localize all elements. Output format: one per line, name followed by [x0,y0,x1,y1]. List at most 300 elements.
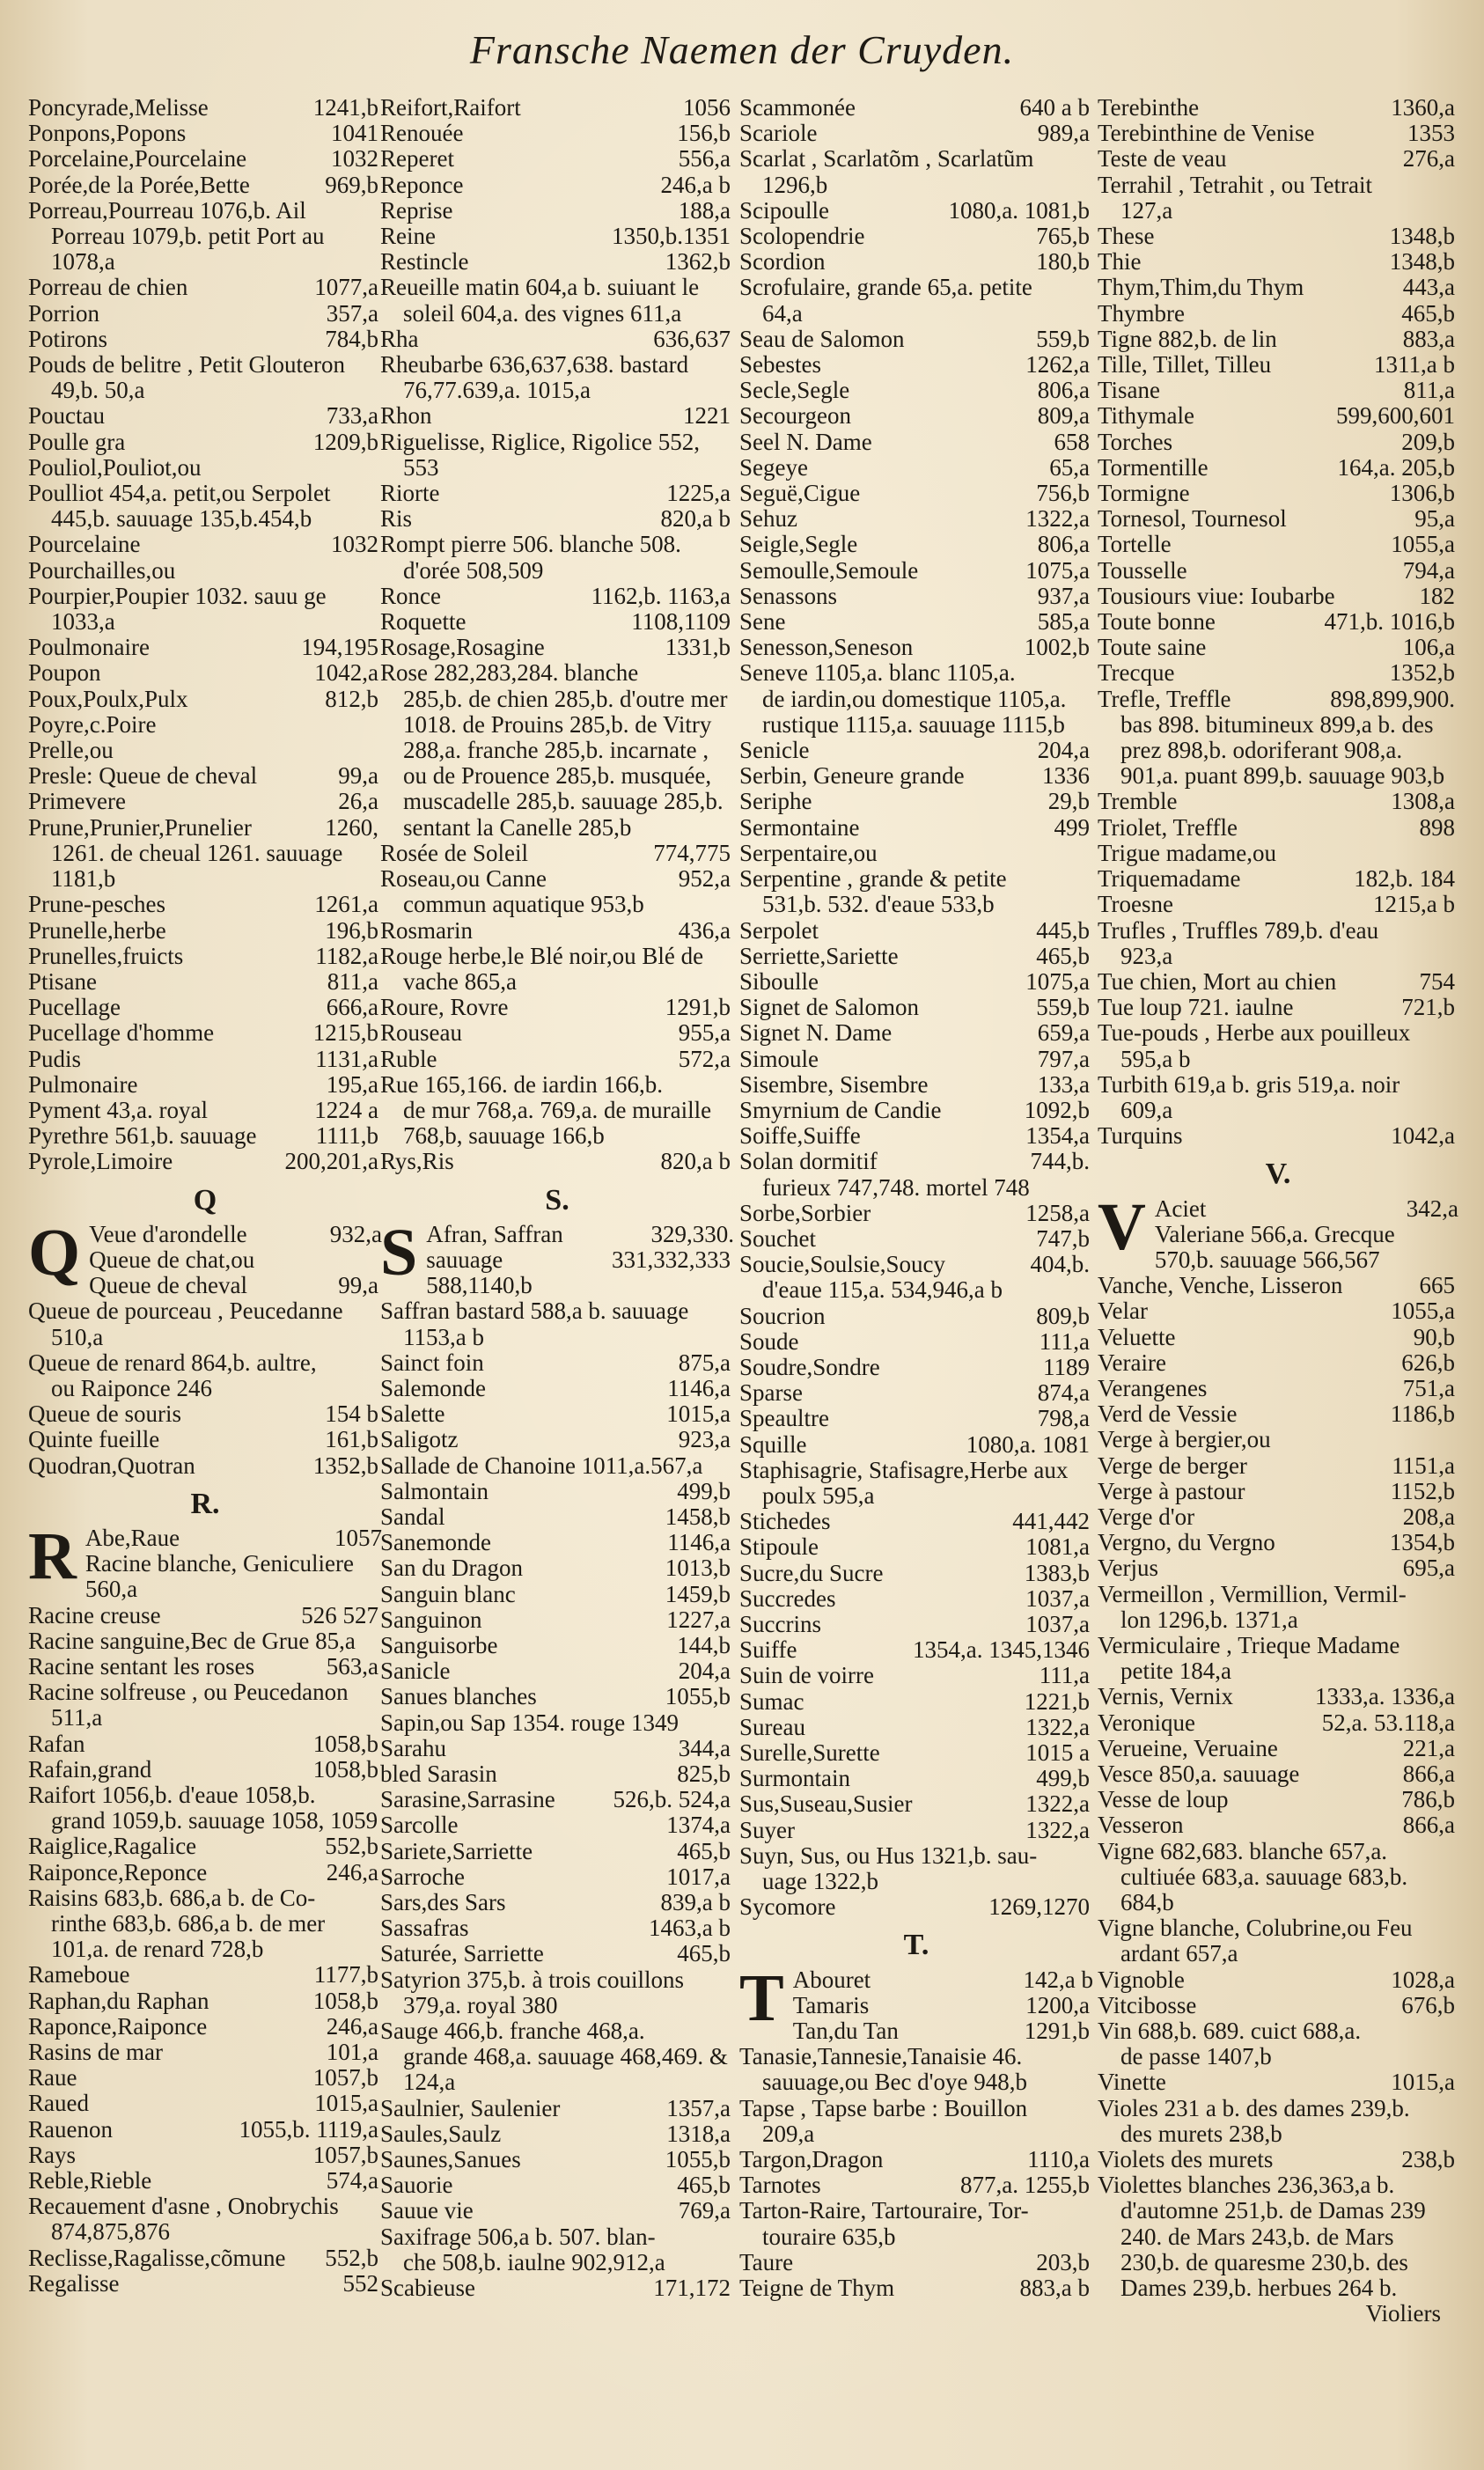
entry-page-ref: 1322,a [1025,1790,1090,1818]
entry-term: Sanguinon [380,1606,482,1633]
index-entry [1098,430,1458,455]
entry-term: Reclisse,Ragalisse,cõmune [28,2244,286,2271]
entry-term: Velar [1098,1297,1148,1325]
index-entry [739,2044,1093,2095]
index-entry [380,121,734,146]
entry-term: Porreau,Pourreau 1076,b. Ail [28,196,306,224]
entry-term: Staphisagrie, Stafisagre,Herbe aux [739,1456,1069,1483]
entry-page-ref: 465,b [1401,299,1455,327]
entry-term: Teste de veau [1098,145,1227,173]
index-entry [739,815,1093,841]
entry-page-ref: 465,b [1036,942,1090,969]
entry-term: Soude [739,1327,799,1355]
index-entry [28,1047,382,1072]
index-entry [28,2143,382,2168]
entry-term: Serpentaire,ou [739,839,878,866]
entry-continuation: d'automne 251,b. de Damas 239 240. de Mars 243,b. de Mars 230,b. de quaresme 230,b. des Dames 239,b. herbues 264 b. [1120,2197,1426,2302]
index-entry [28,532,382,557]
index-entry [1098,558,1458,584]
entry-continuation: ou Raiponce 246 [51,1374,212,1401]
entry-term: Pyment 43,a. royal [28,1096,208,1123]
index-entry [739,2250,1093,2275]
page-title: Fransche Naemen der Cruyden. [469,27,1015,72]
entry-page-ref: 1352,b [1389,659,1455,687]
entry-continuation: cultiuée 683,a. sauuage 683,b. 684,b [1120,1863,1408,1916]
entry-page-ref: 203,b [1036,2248,1090,2275]
index-entry [1098,1993,1458,2018]
entry-continuation: 531,b. 532. d'eaue 533,b [762,891,995,918]
index-entry [380,1812,734,1838]
index-entry [1098,687,1458,790]
entry-term: Roquette [380,608,467,636]
entry-term: Sarahu [380,1734,446,1761]
entry-term: Terebinthine de Venise [1098,120,1315,147]
index-entry [28,198,382,276]
entry-term: Saunes,Sanues [380,2146,521,2173]
entry-term: Suiffe [739,1636,797,1664]
index-entry [1098,584,1458,609]
index-entry [739,609,1093,635]
entry-page-ref: 65,a [1049,453,1090,481]
index-entry [28,1072,382,1098]
index-entry [380,2121,734,2147]
index-column-2 [380,95,734,2301]
index-entry [739,738,1093,763]
index-entry [28,1149,382,1174]
index-entry [739,506,1093,532]
drop-cap: R [28,1518,77,1593]
entry-page-ref: 99,a [338,1272,378,1299]
entry-term: Prune,Prunier,Prunelier [28,813,252,841]
index-column-3 [739,95,1093,2301]
entry-term: Reponce [380,171,464,198]
entry-term: Vergno, du Vergno [1098,1529,1275,1556]
entry-term: Raifort 1056,b. d'eaue 1058,b. [28,1782,316,1808]
entry-term: Raponce,Raiponce [28,2012,208,2040]
entry-term: Porrion [28,299,99,327]
index-entry [739,455,1093,481]
entry-term: Trefle, Treffle [1098,685,1231,712]
index-entry [1098,1123,1458,1149]
entry-term: Reble,Rieble [28,2167,152,2194]
entry-page-ref: 559,b [1036,325,1090,352]
entry-term: Tousiours viue: Ioubarbe [1098,582,1335,609]
index-entry [1098,352,1458,378]
index-entry [380,327,734,352]
entry-term: Poulliot 454,a. petit,ou Serpolet [28,480,331,507]
index-entry [1098,969,1458,995]
entry-term: Speaultre [739,1405,829,1432]
index-entry [28,2117,382,2143]
entry-page-ref: 194,195 [301,634,378,661]
entry-page-ref: 825,b [677,1761,731,1787]
entry-term: Thie [1098,248,1142,276]
entry-term: Senicle [739,737,810,764]
entry-term: Presle: Queue de cheval [28,762,258,790]
entry-page-ref: 1013,b [665,1555,731,1582]
index-entry [28,403,382,429]
index-entry [739,558,1093,584]
index-entry [739,1740,1093,1766]
entry-continuation: 874,875,876 [51,2218,170,2246]
entry-term: Saxifrage 506,a b. 507. blan- [380,2223,656,2250]
entry-page-ref: 666,a [326,994,378,1021]
index-entry [1098,815,1458,841]
entry-term: Tamaris [792,1991,870,2018]
entry-page-ref: 1057 [334,1524,382,1551]
entry-term: Vignoble [1098,1966,1185,1993]
entry-page-ref: 99,a [338,762,378,790]
entry-page-ref: 1209,b [312,428,378,455]
entry-page-ref: 1028,a [1391,1966,1455,1993]
entry-term: Salmontain [380,1477,489,1504]
entry-term: Turbith 619,a b. gris 519,a. noir [1098,1070,1400,1098]
entry-page-ref: 1081,a [1025,1533,1090,1561]
index-entry [28,1247,382,1273]
entry-page-ref: 883,a [1402,325,1455,352]
index-entry [380,1427,734,1452]
index-entry [739,1586,1093,1612]
entry-page-ref: 1261,a [314,891,378,918]
entry-term: Rouseau [380,1019,462,1047]
entry-term: Seriphe [739,788,812,815]
index-entry [28,173,382,198]
entry-term: Sureau [739,1713,805,1740]
index-entry [380,1633,734,1658]
entry-term: Poux,Poulx,Pulx [28,685,188,712]
entry-term: Reperet [380,145,454,173]
entry-term: Surelle,Surette [739,1739,880,1766]
entry-term: Sanues blanches [380,1683,537,1710]
entry-term: Pyrole,Limoire [28,1148,173,1175]
index-entry [1098,1479,1458,1504]
entry-page-ref: 342,a [1406,1195,1458,1222]
index-entry [739,2198,1093,2249]
entry-page-ref: 182,b. 184 [1354,865,1455,893]
entry-page-ref: 238,b [1401,2146,1455,2173]
index-entry [28,687,382,712]
entry-continuation: de mur 768,a. 769,a. de muraille 768,b, sauuage 166,b [403,1096,712,1150]
entry-page-ref: 658 [1054,428,1090,455]
entry-page-ref: 329,330. [650,1220,734,1247]
entry-term: Primevere [28,788,126,815]
entry-page-ref: 106,a [1402,634,1455,661]
index-entry [380,95,734,121]
entry-term: Verge à bergier,ou [1098,1426,1271,1453]
entry-term: Tue-pouds , Herbe aux pouilleux [1098,1019,1411,1047]
entry-term: Riorte [380,480,440,507]
index-entry [739,224,1093,249]
entry-page-ref: 1058,b [312,1987,378,2014]
index-entry [28,1962,382,1988]
entry-page-ref: 1002,b [1024,634,1090,661]
entry-page-ref: 188,a [678,196,731,224]
entry-term: Porcelaine,Pourcelaine [28,145,247,173]
entry-page-ref: 1348,b [1389,223,1455,250]
entry-term: Scordion [739,248,826,276]
entry-term: Vermeillon , Vermillion, Vermil- [1098,1580,1407,1607]
entry-term: Vesse de loup [1098,1786,1229,1813]
index-entry [28,1350,382,1401]
entry-term: Veluette [1098,1323,1176,1350]
entry-page-ref: 809,b [1036,1302,1090,1329]
entry-page-ref: 695,a [1402,1555,1455,1582]
entry-term: Prunelle,herbe [28,916,166,944]
entry-page-ref: 1015,a [666,1400,731,1428]
index-entry [380,1401,734,1427]
entry-term: Reifort,Raifort [380,94,521,121]
entry-page-ref: 180,b [1036,248,1090,276]
entry-page-ref: 1463,a b [649,1915,731,1942]
entry-page-ref: 806,a [1037,531,1090,558]
entry-term: Sumac [739,1687,804,1715]
entry-page-ref: 806,a [1037,377,1090,404]
entry-term: Queue de cheval [89,1272,248,1299]
index-entry [739,1072,1093,1098]
entry-page-ref: 559,b [1036,994,1090,1021]
entry-page-ref: 196,b [325,916,378,944]
entry-term: Surmontain [739,1765,850,1792]
entry-page-ref: 246,a [326,1858,378,1886]
entry-page-ref: 499 [1054,813,1090,841]
section-heading-s: S. [545,1183,569,1217]
index-entry [1098,635,1458,660]
index-entry [28,1783,382,1834]
entry-term: Signet de Salomon [739,994,919,1021]
index-entry [380,635,734,660]
entry-term: Veronique [1098,1709,1195,1736]
index-entry [739,198,1093,224]
index-entry [739,1252,1093,1303]
entry-continuation: 510,a [51,1323,104,1350]
entry-term: Rha [380,325,419,352]
index-entry [380,352,734,403]
entry-term: Vinette [1098,2069,1166,2096]
entry-page-ref: 1258,a [1025,1199,1090,1226]
entry-page-ref: 1348,b [1389,248,1455,276]
entry-term: Salette [380,1400,445,1428]
index-entry [28,763,382,789]
entry-page-ref: 1225,a [666,480,731,507]
entry-page-ref: 989,a [1037,120,1090,147]
entry-term: Renouée [380,120,464,147]
entry-term: Soudre,Sondre [739,1353,880,1380]
entry-term: Tousselle [1098,556,1187,584]
entry-term: Rouge herbe,le Blé noir,ou Blé de [380,942,704,969]
entry-page-ref: 599,600,601 [1336,402,1455,430]
entry-term: Scariole [739,120,818,147]
entry-term: Reine [380,223,436,250]
entry-term: Seau de Salomon [739,325,905,352]
index-entry [28,995,382,1020]
index-entry [1098,1072,1458,1123]
index-entry [739,1355,1093,1380]
index-entry [1098,1761,1458,1787]
entry-continuation: 1153,a b [403,1323,484,1350]
entry-term: Poncyrade,Melisse [28,94,209,121]
entry-page-ref: 1055,b [665,1683,731,1710]
index-entry [739,584,1093,609]
entry-page-ref: 955,a [678,1019,731,1047]
entry-page-ref: 1152,b [1390,1477,1455,1504]
entry-term: Verangenes [1098,1374,1208,1401]
entry-page-ref: 90,b [1413,1323,1455,1350]
index-entry [28,944,382,969]
entry-term: Pourcelaine [28,531,141,558]
entry-page-ref: 357,a [326,299,378,327]
entry-page-ref: 1262,a [1025,351,1090,379]
entry-term: Valeriane 566,a. Grecque [1154,1220,1395,1247]
entry-term: Prunelles,fruicts [28,942,184,969]
entry-term: These [1098,223,1155,250]
entry-page-ref: 1110,a [1027,2146,1090,2173]
index-entry [380,430,734,481]
index-entry [1098,2069,1458,2095]
index-entry [380,1787,734,1812]
index-entry [739,1993,1093,2018]
entry-term: Verjus [1098,1555,1158,1582]
index-entry [1098,146,1458,172]
index-entry [1098,1325,1458,1350]
index-entry [28,635,382,660]
entry-term: Raphan,du Raphan [28,1987,209,2014]
entry-page-ref: 443,a [1402,274,1455,301]
index-entry [739,1612,1093,1637]
index-entry [380,224,734,249]
index-entry [739,1020,1093,1046]
entry-term: Sandal [380,1503,445,1530]
section-heading-t: T. [903,1929,929,1962]
index-entry [380,1479,734,1504]
index-entry [1098,1812,1458,1838]
entry-continuation: poulx 595,a [762,1481,875,1509]
entry-page-ref: 1291,b [1024,2018,1090,2045]
entry-term: Racine sanguine,Bec de Grue 85,a [28,1627,356,1654]
index-entry [739,1791,1093,1817]
entry-term: Seigle,Segle [739,531,858,558]
entry-page-ref: 1354,a. 1345,1346 [913,1636,1090,1664]
index-entry [1098,1555,1458,1581]
index-entry [380,146,734,172]
drop-cap: Q [28,1215,81,1290]
entry-term: Riguelisse, Riglice, Rigolice 552, [380,428,700,455]
entry-page-ref: 276,a [1402,145,1455,173]
entry-page-ref: 1362,b [665,248,731,276]
entry-page-ref: 1146,a [667,1529,731,1556]
entry-page-ref: 208,a [1402,1503,1455,1530]
entry-page-ref: 1042,a [314,659,378,687]
entry-term: Raiglice,Ragalice [28,1833,197,1860]
entry-term: Racine sentant les roses [28,1652,255,1680]
entry-term: Roseau,ou Canne [380,865,547,893]
entry-term: Senesson,Seneson [739,634,914,661]
entry-term: Porée,de la Porée,Bette [28,171,250,198]
index-entry [739,327,1093,352]
entry-continuation: 127,a [1120,196,1173,224]
entry-page-ref: 1055,b. 1119,a [239,2115,378,2143]
entry-page-ref: 636,637 [653,325,731,352]
index-entry [380,1453,734,1479]
entry-continuation: sauuage,ou Bec d'oye 948,b [762,2069,1028,2096]
entry-term: Afran, Saffran [426,1220,563,1247]
entry-term: Ris [380,505,413,533]
entry-term: San du Dragon [380,1555,523,1582]
index-entry [28,1298,382,1349]
index-entry [1098,2147,1458,2172]
entry-term: Tue loup 721. iaulne [1098,994,1294,1021]
entry-page-ref: 1037,a [1025,1584,1090,1612]
entry-page-ref: 923,a [678,1426,731,1453]
entry-page-ref: 769,a [678,2197,731,2224]
entry-term: Scipoulle [739,196,829,224]
entry-continuation: grand 1059,b. sauuage 1058, 1059 [51,1807,378,1834]
index-entry [1098,1222,1458,1273]
entry-page-ref: 1221 [683,402,731,430]
index-entry [1098,1582,1458,1633]
index-entry [739,249,1093,275]
entry-term: Saligotz [380,1426,459,1453]
entry-page-ref: 866,a [1402,1761,1455,1787]
index-column-1 [28,95,382,2297]
index-entry [1098,95,1458,121]
index-entry [380,2096,734,2121]
index-entry [380,2224,734,2275]
entry-page-ref: 798,a [1037,1405,1090,1432]
entry-page-ref: 1241,b [312,94,378,121]
entry-page-ref: 171,172 [653,2275,731,2302]
entry-term: Verueine, Veruaine [1098,1734,1278,1761]
entry-page-ref: 142,a b [1023,1966,1093,1993]
entry-page-ref: 563,a [326,1652,378,1680]
index-entry [28,2271,382,2297]
entry-page-ref: 1177,b [313,1961,378,1988]
entry-term: Vigne blanche, Colubrine,ou Feu [1098,1915,1413,1942]
index-entry [739,1432,1093,1458]
index-entry [28,2065,382,2091]
entry-page-ref: 552,b [325,2244,378,2271]
entry-page-ref: 246,a [326,2012,378,2040]
drop-cap: S [380,1215,418,1290]
entry-page-ref: 552 [342,2269,378,2297]
index-entry [1098,1453,1458,1479]
index-entry [380,173,734,198]
entry-page-ref: 526 527 [301,1601,378,1628]
index-entry [739,1766,1093,1791]
entry-page-ref: 665 [1419,1272,1455,1299]
entry-page-ref: 1318,a [666,2120,731,2147]
entry-page-ref: 221,a [1402,1734,1455,1761]
entry-term: Sarroche [380,1863,465,1890]
entry-page-ref: 866,a [1402,1812,1455,1839]
index-entry [28,275,382,300]
entry-page-ref: 95,a [1414,505,1455,533]
entry-term: Troesne [1098,891,1174,918]
entry-term: Solan dormitif [739,1148,878,1175]
entry-page-ref: 754 [1419,967,1455,995]
entry-page-ref: 1182,a [315,942,378,969]
index-entry [1098,1915,1458,1966]
index-entry [739,1534,1093,1560]
entry-term: Sanguin blanc [380,1580,516,1607]
entry-term: Raisins 683,b. 686,a b. de Co- [28,1884,316,1911]
index-entry [380,1967,734,2018]
index-entry [28,1427,382,1452]
entry-term: Suyn, Sus, ou Hus 1321,b. sau- [739,1841,1038,1869]
index-entry [739,841,1093,866]
entry-page-ref: 659,a [1037,1019,1090,1047]
entry-page-ref: 111,a [1039,1327,1090,1355]
entry-page-ref: 1269,1270 [988,1893,1090,1921]
